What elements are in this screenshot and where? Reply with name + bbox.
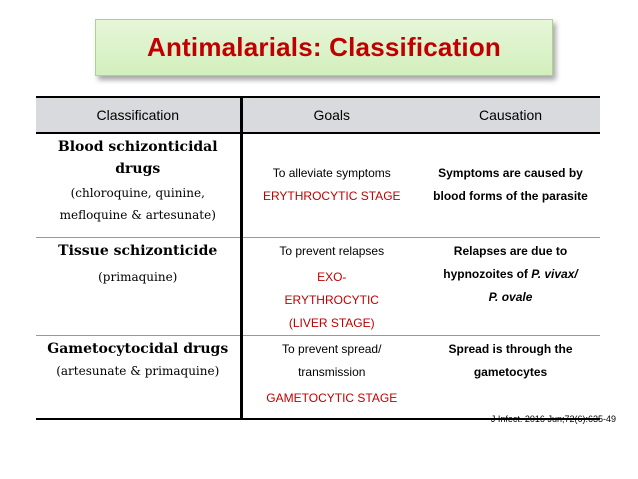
drug-examples: (chloroquine, quinine, mefloquine & artesunate) bbox=[59, 186, 216, 222]
goals-cell bbox=[241, 237, 421, 335]
goals-cell bbox=[241, 335, 421, 419]
causation-text: Spread is through the gametocytes bbox=[448, 341, 573, 379]
goal-text: To prevent spread/ transmission bbox=[282, 341, 382, 379]
goal-text: To prevent relapses bbox=[279, 243, 385, 258]
classification-cell bbox=[36, 335, 241, 419]
classification-cell bbox=[36, 237, 241, 335]
title-box bbox=[95, 19, 553, 76]
causation-text: Symptoms are caused by blood forms of the parasite bbox=[433, 166, 588, 204]
classification-table bbox=[36, 96, 600, 420]
classification-cell bbox=[36, 133, 241, 237]
table-row bbox=[36, 335, 600, 419]
page-title: Antimalarials: Classification bbox=[146, 32, 502, 62]
header-classification: Classification bbox=[36, 97, 241, 133]
stage-label: GAMETOCYTIC STAGE bbox=[266, 390, 398, 405]
table-row bbox=[36, 133, 600, 237]
causation-text: Relapses are due to hypnozoites of bbox=[443, 243, 568, 281]
header-goals: Goals bbox=[241, 97, 421, 133]
stage-label: ERYTHROCYTIC STAGE bbox=[262, 189, 401, 204]
goals-cell bbox=[241, 133, 421, 237]
species-ovale: P. ovale bbox=[488, 289, 533, 304]
drug-class-name: Blood schizonticidal drugs bbox=[57, 139, 218, 177]
table-header-row bbox=[36, 97, 600, 133]
header-causation: Causation bbox=[421, 97, 600, 133]
causation-cell bbox=[421, 133, 600, 237]
causation-cell bbox=[421, 237, 600, 335]
drug-examples: (artesunate & primaquine) bbox=[56, 363, 220, 378]
drug-examples: (primaquine) bbox=[98, 269, 178, 284]
causation-cell bbox=[421, 335, 600, 419]
drug-class-name: Tissue schizonticide bbox=[58, 242, 218, 259]
goal-text: To alleviate symptoms bbox=[272, 166, 391, 181]
citation: J Infect. 2016 Jun;72(6):635-49 bbox=[490, 414, 616, 424]
table-row bbox=[36, 237, 600, 335]
species-vivax: P. vivax/ bbox=[531, 266, 578, 281]
stage-label: EXO-ERYTHROCYTIC (LIVER STAGE) bbox=[284, 269, 379, 330]
drug-class-name: Gametocytocidal drugs bbox=[47, 340, 229, 357]
